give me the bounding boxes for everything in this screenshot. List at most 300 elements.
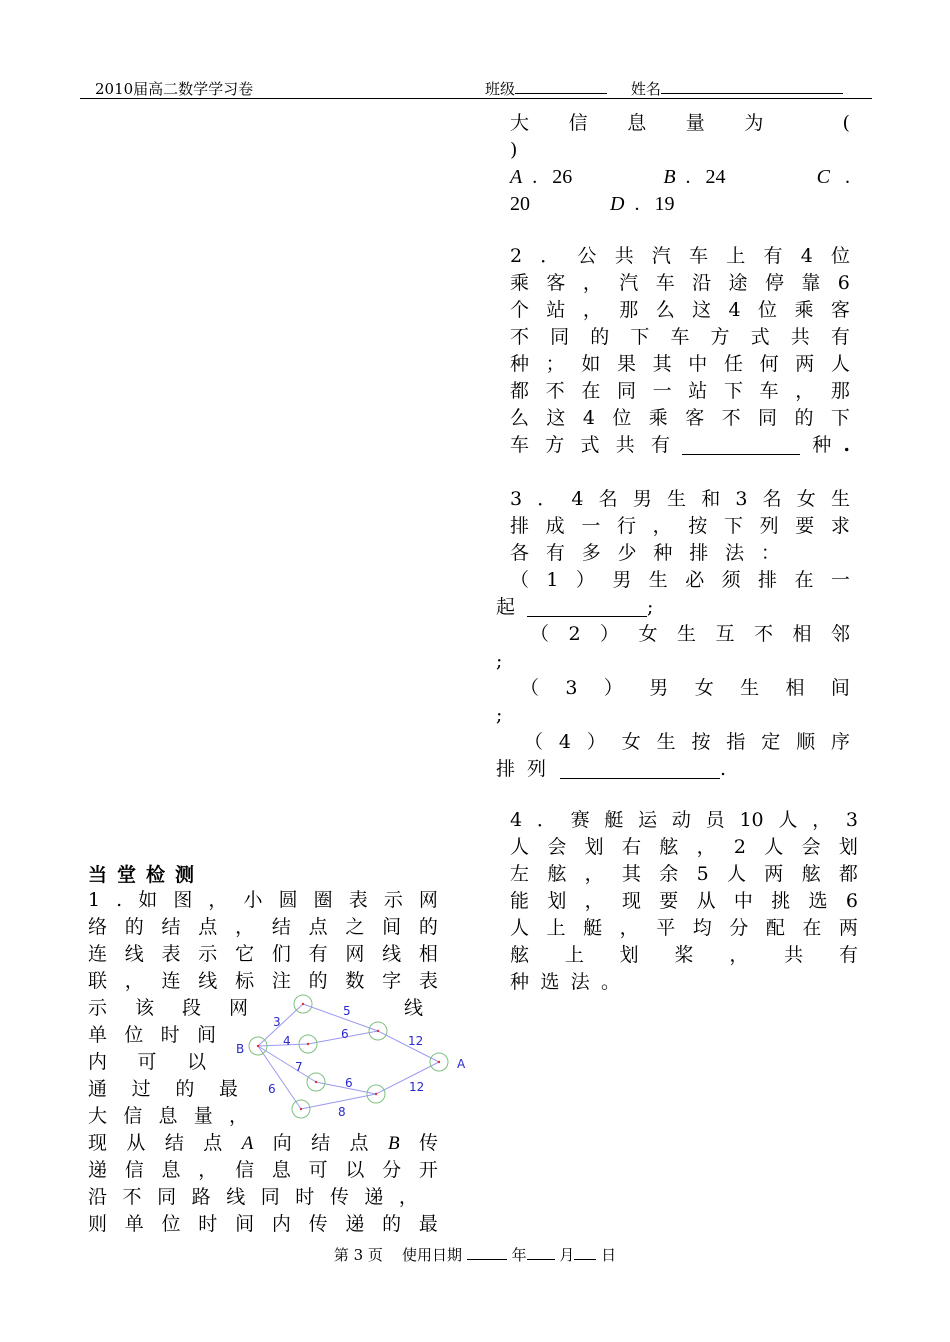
char: 划 xyxy=(584,836,604,858)
period: . xyxy=(720,758,727,780)
char: 生 xyxy=(830,488,850,510)
char: 余 xyxy=(659,863,679,885)
char: 同 xyxy=(616,380,636,402)
char: A xyxy=(241,1133,254,1154)
char: 息 xyxy=(627,112,647,134)
char: 的 xyxy=(794,407,814,429)
char: 各 xyxy=(510,542,530,564)
text-line xyxy=(510,378,850,405)
q1-continuation xyxy=(510,110,850,164)
char: 从 xyxy=(126,1132,146,1154)
char: 2 xyxy=(568,623,581,645)
char: 6 xyxy=(845,890,858,912)
edge-capacity-label: 6 xyxy=(268,1082,276,1096)
question-4 xyxy=(510,807,858,996)
text-line xyxy=(510,540,780,567)
text-line xyxy=(510,807,858,834)
char: 在 xyxy=(802,917,822,939)
char: 位 xyxy=(830,245,850,267)
char: 下 xyxy=(723,380,743,402)
char: 不 xyxy=(721,407,741,429)
options-line-1 xyxy=(510,164,850,191)
char: 动 xyxy=(671,809,691,831)
char: 网 xyxy=(418,889,438,911)
answer-paren-open: ( xyxy=(842,112,850,134)
char: 法 xyxy=(725,542,745,564)
node-center-dot xyxy=(377,1030,379,1032)
char: 客 xyxy=(830,299,850,321)
char: 式 xyxy=(750,326,770,348)
practice-question-1-cont xyxy=(88,1130,438,1238)
char: 开 xyxy=(418,1159,438,1181)
char: 从 xyxy=(696,890,716,912)
answer-blank xyxy=(682,436,800,455)
char: 按 xyxy=(691,731,711,753)
char: 信 xyxy=(235,1159,255,1181)
q1-options xyxy=(510,164,850,218)
char: 求 xyxy=(830,515,850,537)
text-line xyxy=(88,1076,238,1103)
semicolon: ; xyxy=(647,596,654,618)
char: 小 xyxy=(243,889,263,911)
edge-capacity-label: 7 xyxy=(295,1060,303,1074)
char: 女 xyxy=(796,488,816,510)
char: 点 xyxy=(349,1132,369,1154)
text-line xyxy=(88,1184,418,1211)
char: 的 xyxy=(590,326,610,348)
char: 车 xyxy=(510,434,530,456)
option-b-value: 24 xyxy=(705,166,726,188)
char: 网 xyxy=(228,997,248,1019)
student-info xyxy=(485,78,843,99)
char: 的 xyxy=(308,970,328,992)
char: 法 xyxy=(570,971,590,993)
char: 两 xyxy=(795,353,815,375)
char: 过 xyxy=(131,1078,151,1100)
char: ， xyxy=(235,916,255,938)
char: 。 xyxy=(600,971,620,993)
char: 右 xyxy=(621,836,641,858)
char: 线 xyxy=(226,1186,246,1208)
edge-labels xyxy=(268,1004,424,1119)
option-c-letter: C xyxy=(816,166,830,188)
char: 方 xyxy=(545,434,565,456)
char: 任 xyxy=(723,353,743,375)
name-blank xyxy=(661,79,843,94)
char: 挑 xyxy=(771,890,791,912)
char: 递 xyxy=(88,1159,108,1181)
char: 舷 xyxy=(510,944,530,966)
char: 分 xyxy=(729,917,749,939)
char: 种 xyxy=(510,353,530,375)
char: （ xyxy=(524,731,544,753)
day-blank xyxy=(574,1245,596,1260)
char: 现 xyxy=(621,890,641,912)
char: 女 xyxy=(694,677,714,699)
char: 时 xyxy=(198,1213,218,1235)
semicolon: ; xyxy=(496,704,503,726)
dot: . xyxy=(685,166,691,188)
char: 其 xyxy=(621,863,641,885)
edge-capacity-label: 12 xyxy=(409,1080,425,1094)
part-2-tail xyxy=(496,648,850,675)
char: 表 xyxy=(348,889,368,911)
text-line xyxy=(88,1049,206,1076)
char: 名 xyxy=(762,488,782,510)
part-3-line xyxy=(496,675,850,702)
char: 内 xyxy=(271,1213,291,1235)
char: 汽 xyxy=(651,245,671,267)
char: 共 xyxy=(790,326,810,348)
char: ； xyxy=(545,353,565,375)
char: 上 xyxy=(546,917,566,939)
char: 点 xyxy=(203,1132,223,1154)
char: 时 xyxy=(295,1186,315,1208)
char: 6 xyxy=(837,272,850,294)
char: 如 xyxy=(138,889,158,911)
date-label: 使用日期 xyxy=(401,1246,462,1264)
char: 间 xyxy=(382,916,402,938)
char: ， xyxy=(398,1186,418,1208)
text-line xyxy=(88,887,438,914)
char: ， xyxy=(584,863,604,885)
char: 车 xyxy=(689,245,709,267)
char: 列 xyxy=(759,515,779,537)
char: 选 xyxy=(808,890,828,912)
char: 它 xyxy=(235,943,255,965)
char: 沿 xyxy=(88,1186,108,1208)
char: 和 xyxy=(701,488,721,510)
node-center-dot xyxy=(257,1045,259,1047)
text-line xyxy=(510,351,850,378)
char: 位 xyxy=(612,407,632,429)
char: 4 xyxy=(728,299,741,321)
char: 连 xyxy=(161,970,181,992)
char: 划 xyxy=(619,944,639,966)
node-label-a: A xyxy=(457,1057,466,1071)
class-label: 班级 xyxy=(485,80,516,98)
char: 都 xyxy=(510,380,530,402)
char: 客 xyxy=(546,272,566,294)
network-edge xyxy=(376,1062,439,1094)
network-edge xyxy=(258,1046,301,1109)
char: 位 xyxy=(758,299,778,321)
char: 的 xyxy=(418,916,438,938)
option-b-letter: B xyxy=(663,166,676,188)
char: ， xyxy=(652,515,672,537)
char: 线 xyxy=(124,943,144,965)
char: ， xyxy=(584,890,604,912)
text-line xyxy=(510,405,850,432)
char: 赛 xyxy=(570,809,590,831)
char: ， xyxy=(795,380,815,402)
question-3-parts xyxy=(496,567,850,783)
char: ． xyxy=(540,245,560,267)
char: 会 xyxy=(547,836,567,858)
char: ， xyxy=(582,272,602,294)
text-line xyxy=(510,861,858,888)
char: 时 xyxy=(160,1024,180,1046)
char: 配 xyxy=(765,917,785,939)
char: 点 xyxy=(308,916,328,938)
char: 息 xyxy=(158,1105,178,1127)
char: 点 xyxy=(198,916,218,938)
dot: . xyxy=(634,193,640,215)
char: 少 xyxy=(617,542,637,564)
char: 生 xyxy=(677,623,697,645)
char: 1 xyxy=(88,889,101,911)
text-line xyxy=(510,834,858,861)
node-center-dot xyxy=(302,1003,304,1005)
node-center-dot xyxy=(300,1108,302,1110)
year-label: 年 xyxy=(511,1246,527,1264)
char: 递 xyxy=(345,1213,365,1235)
text-line xyxy=(88,941,438,968)
char: 车 xyxy=(670,326,690,348)
char: 排 xyxy=(758,569,778,591)
month-blank xyxy=(527,1245,555,1260)
char: 可 xyxy=(137,1051,157,1073)
q1-tail-line xyxy=(510,110,850,137)
char: 一 xyxy=(581,515,601,537)
month-label: 月 xyxy=(559,1246,575,1264)
char: 有 xyxy=(308,943,328,965)
char: 在 xyxy=(581,380,601,402)
char: 段 xyxy=(181,997,201,1019)
char: 女 xyxy=(621,731,641,753)
node-label-b: B xyxy=(236,1042,245,1056)
char: 人 xyxy=(726,863,746,885)
char: 必 xyxy=(685,569,705,591)
char: ， xyxy=(582,299,602,321)
year-blank xyxy=(467,1245,507,1260)
char: ， xyxy=(208,889,228,911)
char: 艇 xyxy=(583,917,603,939)
answer-blank xyxy=(527,598,647,617)
dot: . xyxy=(845,166,850,188)
char: 联 xyxy=(88,970,108,992)
char: 人 xyxy=(778,809,798,831)
char: 如 xyxy=(581,353,601,375)
edge-capacity-label: 3 xyxy=(273,1015,281,1029)
char: 相 xyxy=(792,623,812,645)
char: 何 xyxy=(759,353,779,375)
char: 可 xyxy=(308,1159,328,1181)
char: 4 xyxy=(800,245,813,267)
char: 男 xyxy=(649,677,669,699)
char: 结 xyxy=(161,916,181,938)
char: 下 xyxy=(830,407,850,429)
char: 有 xyxy=(545,542,565,564)
char: ， xyxy=(729,944,749,966)
char: 大 xyxy=(510,112,530,134)
section-title: 当堂检测 xyxy=(88,864,205,886)
char: 么 xyxy=(655,299,675,321)
text-line xyxy=(510,915,858,942)
option-d-value: 19 xyxy=(654,193,675,215)
char: 生 xyxy=(656,731,676,753)
char: 划 xyxy=(547,890,567,912)
practice-question-1 xyxy=(88,887,438,995)
char: 行 xyxy=(616,515,636,537)
char: 员 xyxy=(705,809,725,831)
char: 人 xyxy=(830,353,850,375)
char: 按 xyxy=(688,515,708,537)
char: 站 xyxy=(546,299,566,321)
char: 名 xyxy=(598,488,618,510)
text-line xyxy=(88,1211,438,1238)
char: 乘 xyxy=(794,299,814,321)
char: 最 xyxy=(218,1078,238,1100)
dot: . xyxy=(532,166,538,188)
char: 同 xyxy=(758,407,778,429)
char: 中 xyxy=(688,353,708,375)
char: 定 xyxy=(761,731,781,753)
char: 共 xyxy=(614,245,634,267)
char: 传 xyxy=(418,1132,438,1154)
option-c-value: 20 xyxy=(510,193,530,215)
char: 量 xyxy=(685,112,705,134)
text-line xyxy=(510,888,858,915)
char: 结 xyxy=(271,916,291,938)
char: 3 xyxy=(510,488,523,510)
period: . xyxy=(843,434,850,456)
char: 都 xyxy=(838,863,858,885)
char: B xyxy=(387,1133,400,1154)
char: ， xyxy=(812,809,832,831)
char: 表 xyxy=(418,970,438,992)
char: 络 xyxy=(88,916,108,938)
part-4-tail xyxy=(496,756,850,783)
char: 共 xyxy=(784,944,804,966)
char: 顺 xyxy=(796,731,816,753)
part-2-line xyxy=(496,621,850,648)
text-line xyxy=(510,513,850,540)
char: 途 xyxy=(728,272,748,294)
char: （ xyxy=(510,569,530,591)
char: ） xyxy=(586,731,606,753)
option-a-value: 26 xyxy=(552,166,573,188)
char: 下 xyxy=(630,326,650,348)
char: 排 xyxy=(510,515,530,537)
char: 1 xyxy=(546,569,559,591)
char: 4 xyxy=(558,731,571,753)
char: 人 xyxy=(510,836,530,858)
char: 其 xyxy=(652,353,672,375)
char: 公 xyxy=(577,245,597,267)
char: ， xyxy=(198,1159,218,1181)
char: 乘 xyxy=(648,407,668,429)
text-line xyxy=(88,1103,248,1130)
char: 要 xyxy=(659,890,679,912)
char: 乘 xyxy=(510,272,530,294)
char: 同 xyxy=(550,326,570,348)
name-label: 姓名 xyxy=(630,80,661,98)
char: 式 xyxy=(580,434,600,456)
char: 排 xyxy=(689,542,709,564)
char: 间 xyxy=(235,1213,255,1235)
day-label: 日 xyxy=(601,1246,617,1264)
char: 最 xyxy=(418,1213,438,1235)
char: 注 xyxy=(271,970,291,992)
char: 的 xyxy=(124,916,144,938)
char: 3 xyxy=(845,809,858,831)
char: 通 xyxy=(88,1078,108,1100)
char: 下 xyxy=(723,515,743,537)
char: 线 xyxy=(198,970,218,992)
char: 同 xyxy=(157,1186,177,1208)
char: ） xyxy=(603,677,623,699)
char: 人 xyxy=(764,836,784,858)
char: ， xyxy=(619,917,639,939)
char: 单 xyxy=(124,1213,144,1235)
text-line xyxy=(510,297,850,324)
char: 信 xyxy=(568,112,588,134)
edge-capacity-label: 12 xyxy=(408,1034,424,1048)
text: 线 xyxy=(404,997,424,1019)
char: 网 xyxy=(345,943,365,965)
char: 路 xyxy=(191,1186,211,1208)
text-line xyxy=(88,968,438,995)
char: 站 xyxy=(688,380,708,402)
char: 连 xyxy=(88,943,108,965)
option-a-letter: A xyxy=(510,166,523,188)
text-line xyxy=(88,914,438,941)
char: 相 xyxy=(785,677,805,699)
char: ） xyxy=(600,623,620,645)
char: 向 xyxy=(272,1132,292,1154)
char: ： xyxy=(760,542,780,564)
char: ， xyxy=(228,1105,248,1127)
char: 示 xyxy=(88,997,108,1019)
char: 3 xyxy=(565,677,578,699)
char: 有 xyxy=(650,434,670,456)
text-line-last xyxy=(510,432,850,459)
char: 不 xyxy=(545,380,565,402)
node-center-dot xyxy=(315,1081,317,1083)
char: 共 xyxy=(615,434,635,456)
char: 男 xyxy=(612,569,632,591)
char: 内 xyxy=(88,1051,108,1073)
char: 种 xyxy=(510,971,530,993)
char: 之 xyxy=(345,916,365,938)
char: 则 xyxy=(88,1213,108,1235)
char: 么 xyxy=(510,407,530,429)
char: ． xyxy=(537,488,557,510)
char: 邻 xyxy=(830,623,850,645)
char: 为 xyxy=(744,112,764,134)
edge-capacity-label: 4 xyxy=(283,1034,291,1048)
char: 舷 xyxy=(801,863,821,885)
char: 靠 xyxy=(801,272,821,294)
edge-capacity-label: 5 xyxy=(343,1004,351,1018)
char: . xyxy=(116,889,123,911)
char: 这 xyxy=(692,299,712,321)
char: 停 xyxy=(764,272,784,294)
header-divider xyxy=(80,98,872,99)
network-diagram xyxy=(228,992,473,1124)
text: 起 xyxy=(496,596,516,618)
char: 男 xyxy=(632,488,652,510)
char: 划 xyxy=(838,836,858,858)
edge-capacity-label: 8 xyxy=(338,1105,346,1119)
char: 标 xyxy=(235,970,255,992)
char: 5 xyxy=(696,863,709,885)
char: 舷 xyxy=(547,863,567,885)
char: 结 xyxy=(164,1132,184,1154)
char: 相 xyxy=(418,943,438,965)
char: 会 xyxy=(801,836,821,858)
